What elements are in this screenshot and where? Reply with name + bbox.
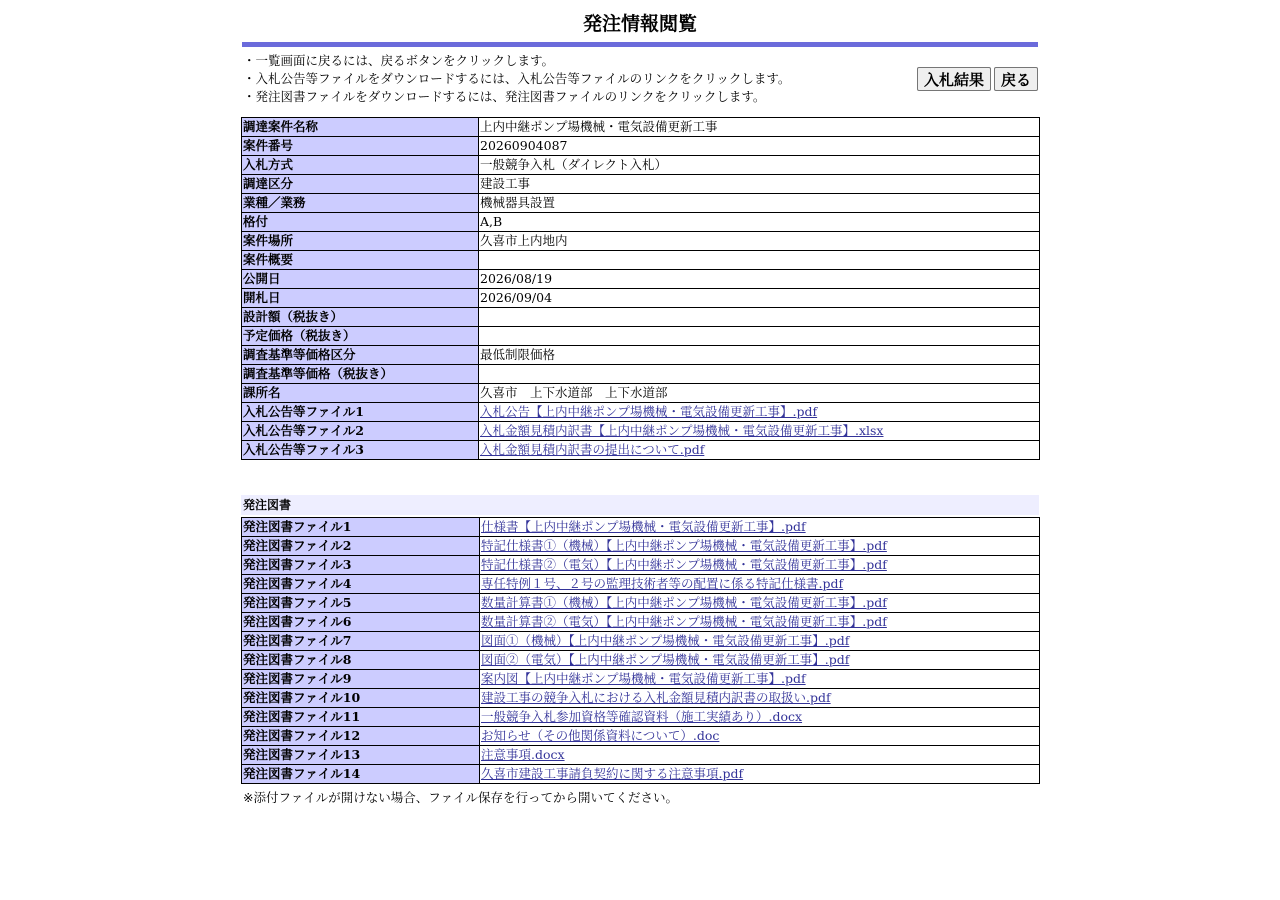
field-value: 久喜市 上下水道部 上下水道部 xyxy=(479,384,1040,403)
file-label: 発注図書ファイル3 xyxy=(242,556,480,575)
file-cell xyxy=(479,422,1040,441)
field-value xyxy=(479,251,1040,270)
file-cell xyxy=(480,575,1040,594)
file-label: 発注図書ファイル7 xyxy=(242,632,480,651)
table-row xyxy=(242,384,1040,403)
table-row xyxy=(242,651,1040,670)
table-row xyxy=(242,118,1040,137)
table-row xyxy=(242,689,1040,708)
drawings-table xyxy=(241,517,1040,784)
field-value: 久喜市上内地内 xyxy=(479,232,1040,251)
drawing-file-link[interactable]: 建設工事の競争入札における入札金額見積内訳書の取扱い.pdf xyxy=(481,690,831,705)
notice-file-link[interactable]: 入札金額見積内訳書の提出について.pdf xyxy=(480,442,705,457)
table-row xyxy=(242,708,1040,727)
table-row xyxy=(242,422,1040,441)
table-row xyxy=(242,327,1040,346)
table-row xyxy=(242,289,1040,308)
field-value xyxy=(479,308,1040,327)
field-value xyxy=(479,365,1040,384)
field-value: A,B xyxy=(479,213,1040,232)
file-cell xyxy=(480,537,1040,556)
field-label: 調査基準等価格区分 xyxy=(242,346,479,365)
field-label: 案件番号 xyxy=(242,137,479,156)
field-value: 20260904087 xyxy=(479,137,1040,156)
field-label: 調達案件名称 xyxy=(242,118,479,137)
table-row xyxy=(242,670,1040,689)
file-cell xyxy=(480,708,1040,727)
field-value: 機械器具設置 xyxy=(479,194,1040,213)
table-row xyxy=(242,537,1040,556)
action-buttons xyxy=(917,67,1038,91)
field-value: 一般競争入札（ダイレクト入札） xyxy=(479,156,1040,175)
field-label: 公開日 xyxy=(242,270,479,289)
drawing-file-link[interactable]: 注意事項.docx xyxy=(481,747,565,762)
field-label: 課所名 xyxy=(242,384,479,403)
file-label: 発注図書ファイル4 xyxy=(242,575,480,594)
table-row xyxy=(242,194,1040,213)
table-row xyxy=(242,213,1040,232)
table-row xyxy=(242,765,1040,784)
field-value: 2026/08/19 xyxy=(479,270,1040,289)
table-row xyxy=(242,251,1040,270)
field-value: 上内中継ポンプ場機械・電気設備更新工事 xyxy=(479,118,1040,137)
drawing-file-link[interactable]: 数量計算書①（機械）【上内中継ポンプ場機械・電気設備更新工事】.pdf xyxy=(481,595,887,610)
drawing-file-link[interactable]: 久喜市建設工事請負契約に関する注意事項.pdf xyxy=(481,766,744,781)
drawing-file-link[interactable]: 案内図【上内中継ポンプ場機械・電気設備更新工事】.pdf xyxy=(481,671,806,686)
help-section xyxy=(241,52,1039,112)
file-label: 入札公告等ファイル3 xyxy=(242,441,479,460)
drawing-file-link[interactable]: 図面①（機械）【上内中継ポンプ場機械・電気設備更新工事】.pdf xyxy=(481,633,850,648)
file-cell xyxy=(480,594,1040,613)
file-label: 発注図書ファイル11 xyxy=(242,708,480,727)
drawing-file-link[interactable]: 特記仕様書②（電気）【上内中継ポンプ場機械・電気設備更新工事】.pdf xyxy=(481,557,887,572)
field-label: 入札方式 xyxy=(242,156,479,175)
field-value: 建設工事 xyxy=(479,175,1040,194)
instruction-item: ・一覧画面に戻るには、戻るボタンをクリックします。 xyxy=(243,53,555,68)
table-row xyxy=(242,365,1040,384)
file-cell xyxy=(480,765,1040,784)
field-label: 業種／業務 xyxy=(242,194,479,213)
file-cell xyxy=(480,670,1040,689)
drawing-file-link[interactable]: 数量計算書②（電気）【上内中継ポンプ場機械・電気設備更新工事】.pdf xyxy=(481,614,887,629)
table-row xyxy=(242,613,1040,632)
file-label: 発注図書ファイル13 xyxy=(242,746,480,765)
file-cell xyxy=(479,441,1040,460)
field-label: 開札日 xyxy=(242,289,479,308)
file-cell xyxy=(480,613,1040,632)
file-label: 発注図書ファイル6 xyxy=(242,613,480,632)
field-label: 調査基準等価格（税抜き） xyxy=(242,365,479,384)
instruction-item: ・発注図書ファイルをダウンロードするには、発注図書ファイルのリンクをクリックします。 xyxy=(243,89,766,104)
table-row xyxy=(242,594,1040,613)
notice-file-link[interactable]: 入札金額見積内訳書【上内中継ポンプ場機械・電気設備更新工事】.xlsx xyxy=(480,423,884,438)
file-cell xyxy=(480,746,1040,765)
table-row xyxy=(242,156,1040,175)
file-cell xyxy=(479,403,1040,422)
attachment-note: ※添付ファイルが開けない場合、ファイル保存を行ってから開いてください。 xyxy=(243,790,678,805)
file-label: 発注図書ファイル2 xyxy=(242,537,480,556)
table-row xyxy=(242,137,1040,156)
file-label: 発注図書ファイル12 xyxy=(242,727,480,746)
file-cell xyxy=(480,727,1040,746)
file-label: 発注図書ファイル9 xyxy=(242,670,480,689)
field-value: 最低制限価格 xyxy=(479,346,1040,365)
file-cell xyxy=(480,556,1040,575)
table-row xyxy=(242,727,1040,746)
drawing-file-link[interactable]: 一般競争入札参加資格等確認資料（施工実績あり）.docx xyxy=(481,709,803,724)
table-row xyxy=(242,746,1040,765)
field-value xyxy=(479,327,1040,346)
drawing-file-link[interactable]: 特記仕様書①（機械）【上内中継ポンプ場機械・電気設備更新工事】.pdf xyxy=(481,538,887,553)
field-label: 設計額（税抜き） xyxy=(242,308,479,327)
table-row xyxy=(242,346,1040,365)
table-row xyxy=(242,403,1040,422)
drawings-section-heading: 発注図書 xyxy=(241,495,1039,515)
file-cell xyxy=(480,689,1040,708)
file-cell xyxy=(480,632,1040,651)
drawing-file-link[interactable]: 仕様書【上内中継ポンプ場機械・電気設備更新工事】.pdf xyxy=(481,519,806,534)
table-row xyxy=(242,175,1040,194)
field-label: 案件概要 xyxy=(242,251,479,270)
table-row xyxy=(242,575,1040,594)
order-info-table xyxy=(241,117,1040,460)
file-label: 発注図書ファイル14 xyxy=(242,765,480,784)
drawing-file-link[interactable]: 図面②（電気）【上内中継ポンプ場機械・電気設備更新工事】.pdf xyxy=(481,652,850,667)
table-row xyxy=(242,270,1040,289)
table-row xyxy=(242,556,1040,575)
file-label: 発注図書ファイル10 xyxy=(242,689,480,708)
file-label: 入札公告等ファイル2 xyxy=(242,422,479,441)
bid-result-button[interactable]: 入札結果 xyxy=(917,67,991,91)
table-row xyxy=(242,308,1040,327)
file-cell xyxy=(480,651,1040,670)
page-container xyxy=(241,0,1039,806)
field-label: 案件場所 xyxy=(242,232,479,251)
field-label: 格付 xyxy=(242,213,479,232)
drawing-file-link[interactable]: 専任特例１号、２号の監理技術者等の配置に係る特記仕様書.pdf xyxy=(481,576,844,591)
table-row xyxy=(242,632,1040,651)
drawing-file-link[interactable]: お知らせ（その他関係資料について）.doc xyxy=(481,728,720,743)
notice-file-link[interactable]: 入札公告【上内中継ポンプ場機械・電気設備更新工事】.pdf xyxy=(480,404,818,419)
back-button[interactable]: 戻る xyxy=(994,67,1038,91)
file-label: 発注図書ファイル8 xyxy=(242,651,480,670)
field-label: 調達区分 xyxy=(242,175,479,194)
title-divider xyxy=(242,42,1038,47)
file-label: 発注図書ファイル1 xyxy=(242,518,480,537)
file-label: 発注図書ファイル5 xyxy=(242,594,480,613)
table-row xyxy=(242,518,1040,537)
file-cell xyxy=(480,518,1040,537)
file-label: 入札公告等ファイル1 xyxy=(242,403,479,422)
table-row xyxy=(242,232,1040,251)
table-row xyxy=(242,441,1040,460)
field-value: 2026/09/04 xyxy=(479,289,1040,308)
page-title: 発注情報閲覧 xyxy=(582,13,697,35)
instruction-item: ・入札公告等ファイルをダウンロードするには、入札公告等ファイルのリンクをクリックします。 xyxy=(243,71,791,86)
field-label: 予定価格（税抜き） xyxy=(242,327,479,346)
